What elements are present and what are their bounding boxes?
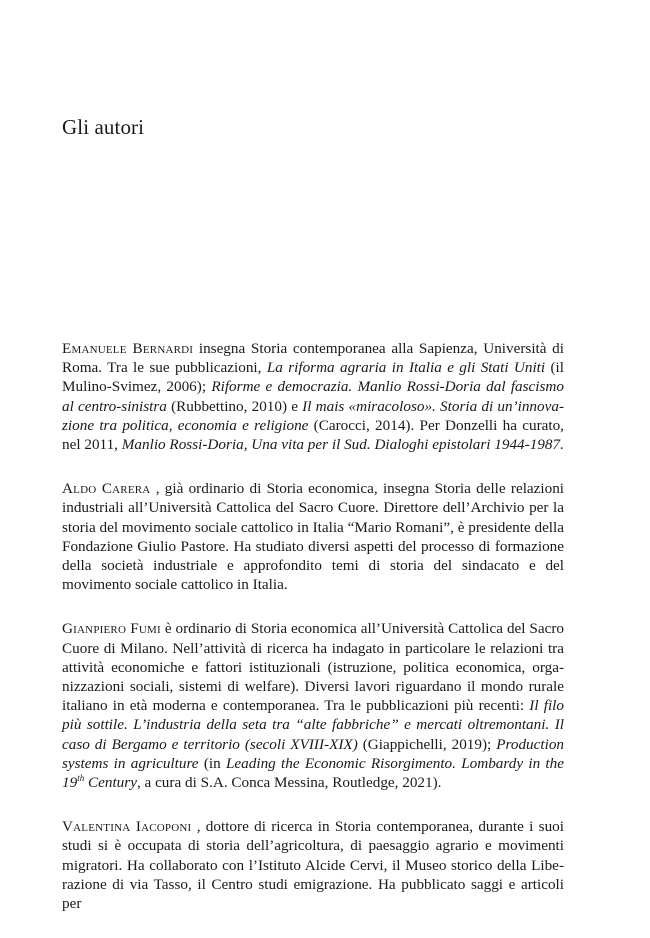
author-name: Valentina Iacoponi	[62, 818, 192, 836]
bio-italic-text: th	[77, 773, 85, 783]
bio-italic-text: Il filo più sottile. L’industria della seta tra “alte fabbriche” e mercati oltremontani. Il caso di Bergamo e territorio (secoli XVIII-XIX)	[62, 697, 564, 753]
bio-text: , a cura di S.A. Conca Messina, Routledge, 2021).	[136, 774, 442, 792]
bio-text: (Giappichelli, 2019);	[357, 735, 497, 753]
bio-italic-text: Manlio Rossi-Doria, Una vita per il Sud. Dialoghi epistolari 1944-1987.	[121, 436, 564, 454]
bio-italic-text: Riforme e democrazia. Manlio Rossi-Doria dal fascismo al centro-sinistra	[62, 378, 564, 415]
chapter-title: Gli autori	[62, 115, 145, 139]
bio-aldo-carera	[62, 479, 564, 594]
bio-text: (Rubbettino, 2010) e	[166, 397, 303, 415]
bio-italic-text: Il mais «miracoloso». Storia di un’innovazione tra politica, economia e religione	[62, 397, 565, 434]
author-name: Emanuele Bernardi	[62, 340, 194, 357]
bio-gianpiero-fumi	[62, 619, 564, 792]
bio-text: (in	[198, 754, 226, 772]
bio-text: insegna Storia contemporanea alla Sapienza, Università di Roma. Tra le sue pubblicazioni,	[62, 340, 564, 377]
bio-italic-text: Production systems in agriculture	[62, 735, 565, 772]
author-name: Gianpiero Fumi	[62, 620, 161, 638]
bio-italic-text: Century	[84, 774, 137, 792]
bio-italic-text: Leading the Economic Risorgimento. Lombardy in the 19	[62, 754, 564, 792]
bio-valentina-iacoponi	[62, 817, 564, 913]
bio-text: è ordinario di Storia economica all’Università Cattolica del Sacro Cuore di Milano. Nell’attività di ricerca ha indagato in particolare le relazioni tra attività economiche e fattori istituzionali (istruzione, politica economica, organizzazioni sociali, sistemi di welfare). Diversi lavori riguardano il mondo rurale italiano in età moderna e contemporanea. Tra le pubblicazioni più recenti:	[62, 620, 565, 715]
bio-text: (il Mulino-Svimez, 2006);	[62, 359, 564, 396]
bio-italic-text: La riforma agraria in Italia e gli Stati Uniti	[266, 359, 546, 377]
bio-text: , dottore di ricerca in Storia contemporanea, durante i suoi studi si è occupata di storia dell’agricoltura, di paesaggio agrario e movimenti migratori. Ha collaborato con l’Istituto Alcide Cervi, il Museo storico della Liberazione di via Tasso, il Centro studi emigrazione. Ha pubblicato saggi e articoli per	[62, 818, 564, 913]
bio-emanuele-bernardi	[62, 339, 564, 454]
bio-text: (Carocci, 2014). Per Donzelli ha curato, nel 2011,	[62, 416, 564, 454]
author-bios	[62, 339, 564, 938]
bio-text: , già ordinario di Storia economica, insegna Storia delle relazioni industriali all’Università Cattolica del Sacro Cuore. Direttore dell’Archivio per la storia del movimento sociale cattolico in Italia “Mario Romani”, è presidente della Fondazione Giulio Pastore. Ha studiato diversi aspetti del processo di formazione della società industriale e approfondito temi di storia del sindacato e del movimento sociale cattolico in Italia.	[62, 480, 565, 594]
author-name: Aldo Carera	[62, 480, 151, 498]
